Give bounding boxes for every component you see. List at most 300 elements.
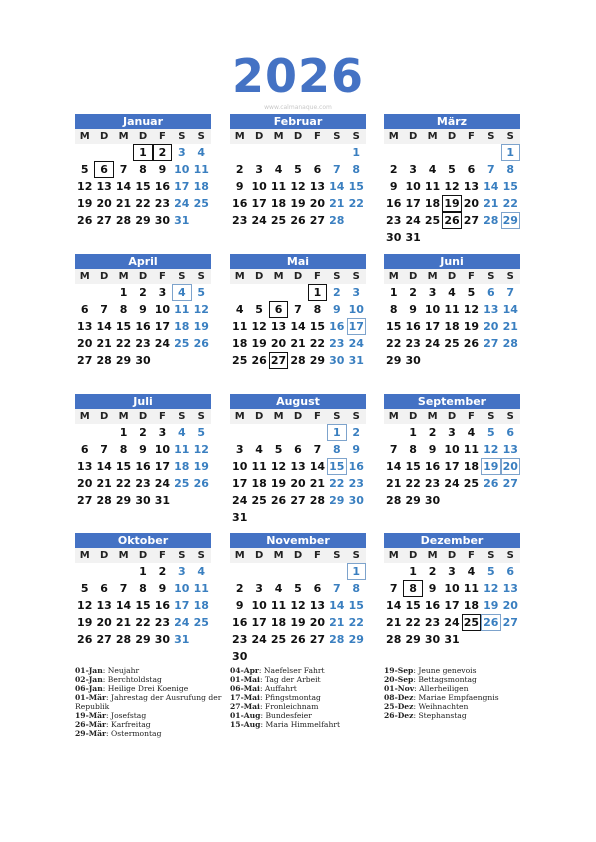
day-cell: 1 (139, 565, 147, 578)
month-juni (384, 254, 520, 369)
empty-day-cell (423, 229, 442, 246)
weekday-label: M (79, 550, 90, 561)
weekday-label: M (273, 550, 284, 561)
day-cell: 4 (177, 426, 186, 439)
day-cell: 8 (139, 582, 147, 595)
week-row (384, 631, 520, 648)
empty-day-cell (269, 648, 288, 665)
week-row (75, 614, 211, 631)
empty-day-cell (442, 492, 461, 509)
day-cell: 22 (115, 337, 132, 350)
holiday-name: Maria Himmelfahrt (265, 720, 341, 729)
day-cell: 5 (294, 582, 302, 595)
week-row (230, 475, 366, 492)
day-cell: 13 (77, 460, 93, 473)
day-cell: 30 (232, 650, 248, 663)
day-cell: 19 (290, 197, 306, 210)
weekday-label: D (408, 131, 418, 142)
holiday-name: Naefelser Fahrt (263, 666, 325, 675)
day-cell: 23 (154, 616, 171, 629)
day-cell: 20 (270, 337, 287, 350)
day-cell: 11 (424, 180, 441, 193)
holiday-name: Josefstag (111, 711, 147, 720)
day-cell: 13 (270, 320, 287, 333)
weekday-label: S (333, 550, 341, 561)
day-cell: 29 (405, 633, 421, 646)
day-cell: 17 (444, 599, 460, 612)
holiday-day-cell: 19 (442, 195, 461, 212)
day-cell: 4 (448, 286, 456, 299)
holiday-name: Karfreitag (111, 720, 151, 729)
holiday-entry (384, 675, 524, 684)
holiday-date: 19-Sep (384, 666, 414, 675)
weekday-label: M (427, 411, 438, 422)
weekday-label: D (254, 411, 264, 422)
day-cell: 15 (386, 320, 402, 333)
weekday-label: S (197, 271, 205, 282)
day-cell: 7 (100, 303, 108, 316)
day-cell: 2 (389, 163, 398, 176)
week-row (230, 284, 366, 301)
holiday-day-cell: 1 (327, 424, 346, 441)
month-header: Mai (230, 254, 366, 269)
empty-day-cell (172, 352, 191, 369)
weekday-label: F (313, 131, 321, 142)
day-cell: 13 (483, 303, 499, 316)
day-cell: 8 (139, 163, 147, 176)
weekday-label: D (408, 550, 418, 561)
weekday-label: D (138, 550, 148, 561)
day-cell: 23 (424, 477, 441, 490)
holiday-name: Jeune genevois (418, 666, 477, 675)
empty-day-cell (269, 509, 288, 526)
weekday-label: S (333, 131, 341, 142)
holiday-date: 15-Aug (230, 720, 261, 729)
day-cell: 5 (80, 582, 89, 595)
day-cell: 10 (405, 180, 421, 193)
day-cell: 8 (409, 443, 417, 456)
day-cell: 17 (444, 460, 460, 473)
empty-day-cell (75, 284, 94, 301)
holiday-day-cell: 25 (462, 614, 481, 631)
day-cell: 28 (290, 354, 306, 367)
day-cell: 18 (444, 320, 460, 333)
day-cell: 27 (309, 214, 326, 227)
day-cell: 16 (348, 460, 364, 473)
weekday-label: F (467, 411, 475, 422)
holiday-separator: : (413, 666, 419, 675)
day-cell: 25 (174, 477, 190, 490)
day-cell: 4 (235, 303, 244, 316)
weekday-label: F (158, 131, 166, 142)
empty-day-cell (230, 424, 249, 441)
day-cell: 3 (352, 286, 361, 299)
day-cell: 4 (197, 146, 206, 159)
week-row (230, 563, 366, 580)
holiday-date: 20-Sep (384, 675, 414, 684)
empty-day-cell (288, 509, 307, 526)
day-cell: 23 (424, 616, 441, 629)
weekday-label: S (506, 550, 514, 561)
weekday-label: D (293, 131, 303, 142)
week-row (384, 492, 520, 509)
day-cell: 28 (386, 633, 402, 646)
empty-day-cell (327, 648, 346, 665)
day-cell: 9 (409, 303, 417, 316)
holiday-entry (384, 693, 524, 702)
week-row (230, 441, 366, 458)
weekday-label: M (118, 550, 129, 561)
day-cell: 31 (154, 494, 171, 507)
empty-day-cell (269, 424, 288, 441)
day-cell: 29 (329, 494, 345, 507)
empty-day-cell (94, 284, 113, 301)
empty-day-cell (481, 492, 500, 509)
holiday-separator: : (102, 684, 108, 693)
day-cell: 30 (405, 354, 421, 367)
day-cell: 11 (251, 460, 267, 473)
empty-day-cell (308, 424, 327, 441)
empty-day-cell (249, 563, 268, 580)
day-cell: 11 (463, 582, 480, 595)
week-row (75, 441, 211, 458)
day-cell: 27 (502, 616, 518, 629)
holiday-name: Stephanstag (418, 711, 467, 720)
day-cell: 25 (174, 337, 190, 350)
month-februar (230, 114, 366, 229)
day-cell: 29 (135, 633, 151, 646)
day-cell: 16 (135, 460, 151, 473)
day-cell: 27 (290, 494, 306, 507)
holiday-entry (75, 720, 225, 729)
empty-day-cell (347, 212, 366, 229)
day-cell: 28 (115, 633, 132, 646)
week-row (384, 458, 520, 475)
week-row (230, 352, 366, 369)
day-cell: 17 (174, 599, 190, 612)
day-cell: 15 (115, 320, 132, 333)
day-cell: 26 (270, 494, 287, 507)
week-row (230, 424, 366, 441)
week-row (75, 458, 211, 475)
day-cell: 30 (154, 633, 171, 646)
day-cell: 27 (309, 633, 326, 646)
empty-day-cell (192, 352, 211, 369)
day-cell: 2 (139, 426, 147, 439)
day-cell: 21 (309, 477, 326, 490)
month-mai (230, 254, 366, 369)
weekday-label: D (254, 131, 264, 142)
day-cell: 8 (389, 303, 398, 316)
weekday-label: S (352, 550, 360, 561)
holiday-separator: : (259, 693, 265, 702)
day-cell: 11 (463, 443, 480, 456)
day-cell: 12 (483, 582, 499, 595)
holiday-day-cell: 17 (347, 318, 366, 335)
empty-day-cell (192, 631, 211, 648)
holiday-day-cell: 15 (327, 458, 346, 475)
holiday-separator: : (413, 702, 419, 711)
day-cell: 7 (119, 163, 128, 176)
week-row (75, 318, 211, 335)
holiday-name: Allerheiligen (419, 684, 469, 693)
weekday-label: F (313, 550, 321, 561)
day-cell: 30 (424, 494, 441, 507)
month-header: Januar (75, 114, 211, 129)
day-cell: 3 (255, 582, 263, 595)
month-oktober (75, 533, 211, 648)
month-header: Juli (75, 394, 211, 409)
empty-day-cell (249, 144, 268, 161)
holiday-name: Auffahrt (264, 684, 297, 693)
holiday-day-cell: 1 (347, 563, 366, 580)
day-cell: 28 (329, 633, 345, 646)
day-cell: 17 (154, 320, 171, 333)
week-row (384, 475, 520, 492)
empty-day-cell (288, 424, 307, 441)
day-cell: 19 (193, 460, 209, 473)
day-cell: 19 (251, 337, 267, 350)
empty-day-cell (288, 648, 307, 665)
day-cell: 16 (405, 320, 421, 333)
day-cell: 8 (119, 443, 128, 456)
empty-day-cell (94, 144, 113, 161)
holiday-separator: : (413, 675, 419, 684)
holiday-date: 01-Aug (230, 711, 261, 720)
holiday-date: 26-Dez (384, 711, 414, 720)
empty-day-cell (462, 631, 481, 648)
day-cell: 20 (77, 477, 93, 490)
holiday-name: Bundesfeier (265, 711, 312, 720)
day-cell: 11 (174, 303, 190, 316)
holiday-name: Ostermontag (111, 729, 162, 738)
day-cell: 22 (405, 477, 421, 490)
day-cell: 25 (251, 494, 267, 507)
holiday-date: 25-Dez (384, 702, 414, 711)
holiday-separator: : (259, 675, 265, 684)
week-row (384, 580, 520, 597)
weekday-label: F (467, 271, 475, 282)
day-cell: 20 (309, 197, 326, 210)
day-cell: 24 (174, 197, 190, 210)
day-cell: 2 (409, 286, 417, 299)
month-november (230, 533, 366, 665)
day-cell: 5 (197, 426, 206, 439)
holiday-name: Neujahr (107, 666, 140, 675)
week-row (75, 301, 211, 318)
weekday-label: M (234, 411, 245, 422)
day-cell: 11 (174, 443, 190, 456)
week-row (230, 144, 366, 161)
empty-day-cell (114, 144, 133, 161)
day-cell: 7 (389, 443, 398, 456)
day-cell: 31 (405, 231, 421, 244)
day-cell: 13 (96, 599, 112, 612)
day-cell: 24 (251, 214, 267, 227)
week-row (230, 648, 366, 665)
day-cell: 23 (405, 337, 421, 350)
weekday-label: S (197, 411, 205, 422)
empty-day-cell (442, 229, 461, 246)
day-cell: 10 (154, 443, 171, 456)
day-cell: 6 (486, 286, 495, 299)
day-cell: 24 (444, 477, 460, 490)
day-cell: 24 (251, 633, 267, 646)
weekday-label: F (158, 271, 166, 282)
day-cell: 12 (290, 180, 306, 193)
day-cell: 21 (329, 616, 345, 629)
day-cell: 15 (135, 599, 151, 612)
weekday-label: D (447, 411, 457, 422)
holiday-day-cell: 2 (153, 144, 172, 161)
week-row (384, 563, 520, 580)
empty-day-cell (501, 229, 520, 246)
day-cell: 6 (294, 443, 302, 456)
day-cell: 9 (158, 163, 167, 176)
day-cell: 5 (294, 163, 302, 176)
day-cell: 15 (348, 599, 364, 612)
day-cell: 13 (463, 180, 480, 193)
day-cell: 2 (139, 286, 147, 299)
day-cell: 4 (428, 163, 437, 176)
weekday-label: D (138, 411, 148, 422)
weekday-label: D (254, 271, 264, 282)
holiday-separator: : (106, 711, 112, 720)
holiday-separator: : (106, 693, 112, 702)
day-cell: 20 (77, 337, 93, 350)
day-cell: 25 (270, 214, 287, 227)
day-cell: 11 (232, 320, 248, 333)
day-cell: 21 (329, 197, 345, 210)
empty-day-cell (249, 424, 268, 441)
weekday-label: M (273, 271, 284, 282)
day-cell: 10 (232, 460, 248, 473)
holiday-name: Berchtoldstag (107, 675, 162, 684)
day-cell: 14 (115, 180, 132, 193)
holiday-day-cell: 27 (269, 352, 288, 369)
day-cell: 8 (332, 443, 341, 456)
day-cell: 16 (424, 599, 441, 612)
day-cell: 26 (77, 633, 93, 646)
day-cell: 23 (232, 214, 248, 227)
week-row (384, 144, 520, 161)
day-cell: 9 (235, 599, 244, 612)
day-cell: 27 (77, 354, 93, 367)
empty-day-cell (75, 424, 94, 441)
day-cell: 6 (467, 163, 476, 176)
empty-day-cell (230, 284, 249, 301)
day-cell: 14 (329, 180, 345, 193)
day-cell: 14 (386, 599, 402, 612)
day-cell: 24 (232, 494, 248, 507)
day-cell: 21 (115, 197, 132, 210)
day-cell: 1 (119, 426, 128, 439)
day-cell: 20 (96, 616, 112, 629)
day-cell: 18 (232, 337, 248, 350)
weekday-label: M (234, 271, 245, 282)
holiday-entry (230, 684, 380, 693)
month-april (75, 254, 211, 369)
day-cell: 7 (332, 582, 341, 595)
day-cell: 27 (502, 477, 518, 490)
day-cell: 31 (348, 354, 364, 367)
weekday-label: S (197, 550, 205, 561)
week-row (75, 563, 211, 580)
day-cell: 30 (424, 633, 441, 646)
weekday-label: M (79, 411, 90, 422)
day-cell: 1 (119, 286, 128, 299)
day-cell: 25 (424, 214, 441, 227)
weekday-label: F (467, 550, 475, 561)
day-cell: 26 (193, 337, 209, 350)
day-cell: 16 (329, 320, 345, 333)
empty-day-cell (230, 144, 249, 161)
empty-day-cell (327, 563, 346, 580)
day-cell: 4 (274, 582, 283, 595)
day-cell: 3 (158, 426, 167, 439)
day-cell: 21 (115, 616, 132, 629)
day-cell: 6 (80, 443, 89, 456)
holiday-entry (230, 666, 380, 675)
empty-day-cell (94, 424, 113, 441)
day-cell: 7 (332, 163, 341, 176)
holiday-entry (75, 684, 225, 693)
weekday-label: F (313, 411, 321, 422)
week-row (230, 580, 366, 597)
day-cell: 20 (96, 197, 112, 210)
week-row (384, 441, 520, 458)
weekday-label: D (408, 411, 418, 422)
day-cell: 14 (309, 460, 326, 473)
weekday-label: M (388, 131, 399, 142)
day-cell: 30 (348, 494, 364, 507)
month-header: Februar (230, 114, 366, 129)
day-cell: 4 (255, 443, 263, 456)
holiday-day-cell: 1 (308, 284, 327, 301)
holiday-separator: : (106, 720, 112, 729)
weekday-label: S (178, 411, 186, 422)
day-cell: 13 (290, 460, 306, 473)
day-cell: 7 (313, 443, 322, 456)
day-cell: 10 (174, 163, 190, 176)
day-cell: 26 (290, 633, 306, 646)
day-cell: 18 (193, 599, 209, 612)
day-cell: 28 (96, 494, 112, 507)
day-cell: 26 (290, 214, 306, 227)
weekday-label: S (506, 131, 514, 142)
day-cell: 24 (348, 337, 364, 350)
weekday-label: M (388, 411, 399, 422)
day-cell: 19 (463, 320, 480, 333)
day-cell: 3 (255, 163, 263, 176)
day-cell: 16 (135, 320, 151, 333)
week-row (230, 301, 366, 318)
day-cell: 31 (174, 633, 190, 646)
day-cell: 18 (174, 460, 190, 473)
weekday-label: S (352, 131, 360, 142)
week-row (230, 318, 366, 335)
weekday-label: D (99, 411, 109, 422)
day-cell: 17 (251, 197, 267, 210)
holiday-day-cell: 8 (403, 580, 422, 597)
weekday-header-row (230, 548, 366, 563)
holiday-date: 01-Nov (384, 684, 415, 693)
empty-day-cell (269, 563, 288, 580)
week-row (384, 318, 520, 335)
holiday-separator: : (259, 702, 265, 711)
weekday-label: D (293, 411, 303, 422)
day-cell: 24 (405, 214, 421, 227)
